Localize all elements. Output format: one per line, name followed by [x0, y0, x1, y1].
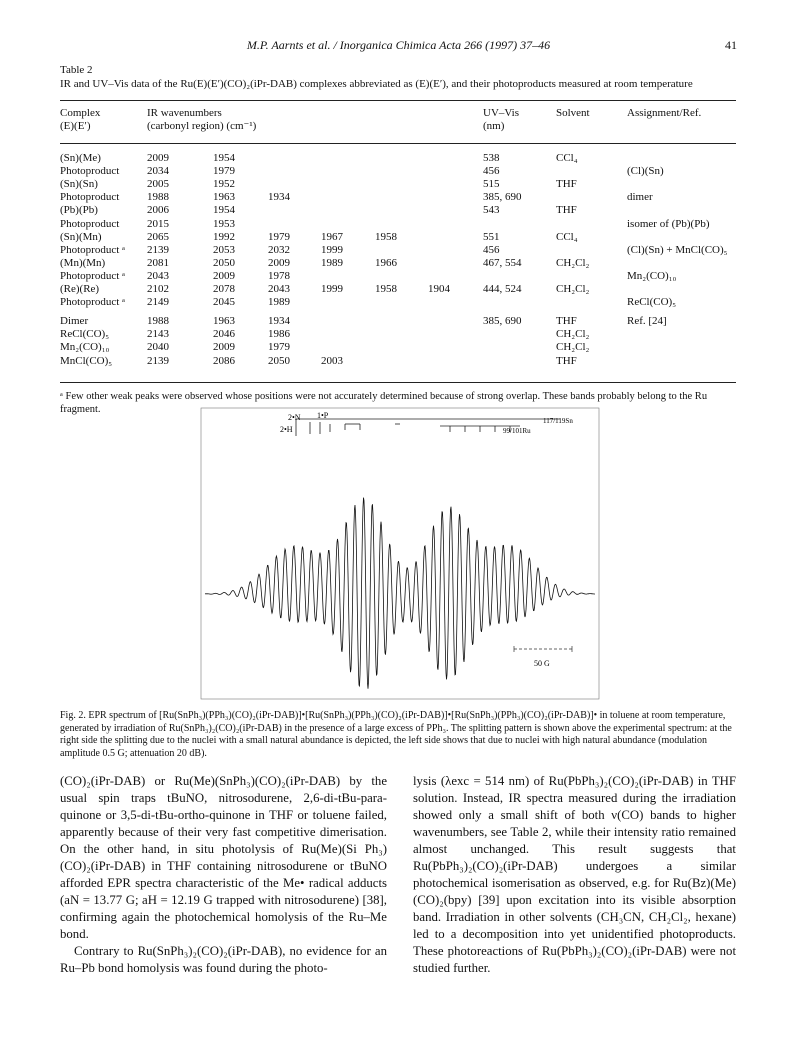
- table-cell: 2065: [147, 230, 169, 243]
- col-uv-header: UV–Vis (nm): [483, 107, 520, 132]
- table-cell: CH₂Cl₂: [556, 256, 590, 269]
- table-header-rule: [60, 143, 736, 144]
- table-cell: 2009: [213, 341, 235, 354]
- table-cell: 1967: [321, 230, 343, 243]
- table-cell: Photoproduct ᵃ: [60, 269, 126, 282]
- table-cell: Ref. [24]: [627, 315, 667, 328]
- col-solvent-header: Solvent: [556, 107, 590, 119]
- col-assignment-header: Assignment/Ref.: [627, 107, 702, 119]
- table-cell: CCl₄: [556, 230, 578, 243]
- table-cell: (Sn)(Me): [60, 152, 101, 164]
- table-cell: (Re)(Re): [60, 283, 100, 295]
- table-cell: 1954: [213, 152, 235, 164]
- table-cell: ReCl(CO)₅: [627, 296, 677, 309]
- table-cell: 2032: [268, 243, 290, 256]
- table-cell: 551: [483, 230, 500, 243]
- body-right-column: lysis (λexc = 514 nm) of Ru(PbPh₃)₂(CO)₂(iPr-DAB) in THF solution. Instead, IR spectra measured during the irradiation showed only a small shift of both ν(CO) bands to higher wavenumbers, see Table 2, while their intensity ratio remained almost unchanged. This result suggests that Ru(PbPh₃)₂(CO)₂(iPr-DAB) undergoes a similar photochemical isomerisation as observed, e.g. for Ru(Bz)(Me)(CO)₂(bpy) [39] upon excitation into its visible absorption band. Irradiation in other solvents (CH₃CN, CH₂Cl₂, hexane) led to a decomposition into yet unidentified photoproducts. These photoreactions of Ru(PbPh₃)₂(CO)₂(iPr-DAB) were not studied further.: [413, 774, 736, 975]
- table-cell: 2015: [147, 217, 169, 230]
- table-cell: THF: [556, 204, 577, 217]
- table-cell: 2005: [147, 178, 169, 191]
- table-cell: (Pb)(Pb): [60, 204, 98, 217]
- table-cell: Dimer: [60, 315, 89, 328]
- label-sn: 117/119Sn: [543, 417, 573, 425]
- table-cell: 2139: [147, 354, 169, 367]
- table-cell: Photoproduct ᵃ: [60, 296, 126, 309]
- table-cell: 1999: [321, 283, 343, 295]
- table-cell: (Sn)(Sn): [60, 178, 98, 191]
- table-cell: 1963: [213, 191, 235, 204]
- table-cell: 543: [483, 204, 500, 217]
- table-cell: (Mn)(Mn): [60, 256, 106, 269]
- table-cell: Photoproduct: [60, 217, 120, 230]
- table-cell: 538: [483, 152, 500, 164]
- table-cell: 1988: [147, 315, 169, 328]
- table-cell: 1934: [268, 315, 290, 328]
- table-cell: 467, 554: [483, 256, 522, 269]
- table-cell: 1989: [268, 296, 290, 309]
- table-top-rule: [60, 100, 736, 101]
- table-cell: CH₂Cl₂: [556, 283, 590, 295]
- table-cell: 1992: [213, 230, 235, 243]
- table-label: Table 2: [60, 64, 93, 76]
- table-cell: 385, 690: [483, 191, 522, 204]
- table-cell: Photoproduct: [60, 191, 120, 204]
- table-cell: CH₂Cl₂: [556, 328, 590, 341]
- table-cell: 456: [483, 243, 500, 256]
- label-p: 1•P: [317, 411, 329, 420]
- table-cell: THF: [556, 178, 577, 191]
- col-ir-header: IR wavenumbers (carbonyl region) (cm⁻¹): [147, 107, 257, 132]
- table-cell: Mn₂(CO)₁₀: [60, 341, 110, 354]
- table-cell: 2050: [213, 256, 235, 269]
- label-h: 2•H: [280, 425, 293, 434]
- table-cell: 1958: [375, 283, 397, 295]
- table-caption: IR and UV–Vis data of the Ru(E)(E′)(CO)₂(iPr-DAB) complexes abbreviated as (E)(E′), and their photoproducts measured at room temperature: [60, 78, 693, 90]
- table-cell: 2034: [147, 165, 169, 178]
- table-cell: 1979: [268, 230, 290, 243]
- table-cell: 2102: [147, 283, 169, 295]
- table-cell: 2006: [147, 204, 169, 217]
- table-cell: 444, 524: [483, 283, 522, 295]
- table-cell: THF: [556, 315, 577, 328]
- table-cell: 1988: [147, 191, 169, 204]
- table-cell: 2143: [147, 328, 169, 341]
- table-cell: 2139: [147, 243, 169, 256]
- table-cell: Photoproduct ᵃ: [60, 243, 126, 256]
- scale-label: 50 G: [534, 659, 550, 668]
- table-cell: (Cl)(Sn) + MnCl(CO)₅: [627, 243, 728, 256]
- table-cell: 2043: [268, 283, 290, 295]
- page-number: 41: [725, 38, 737, 52]
- running-header: M.P. Aarnts et al. / Inorganica Chimica Acta 266 (1997) 37–46: [246, 38, 551, 52]
- body-left-column: (CO)₂(iPr-DAB) or Ru(Me)(SnPh₃)(CO)₂(iPr-DAB) by the usual spin traps tBuNO, nitrosodurene, 2,6-di-tBu-para-quinone or 3,5-di-tBu-ortho-quinone in THF or toluene failed, apparently because of their very fast competitive dimerisation. On the other hand, in situ photolysis of Ru(Me)(Si Ph₃)(CO)₂(iPr-DAB) in THF containing nitrosodurene or tBuNO afforded EPR spectra characteristic of the Me• radical adducts (aN = 13.77 G; aH = 12.19 G trapped with nitrosodurene) [38], confirming again the photochemical homolysis of the Ru–Me bond. Contrary to Ru(SnPh₃)₂(CO)₂(iPr-DAB), no evidence for an Ru–Pb bond homolysis was found during the photo-: [60, 774, 387, 975]
- table-cell: 1979: [268, 341, 290, 354]
- table-cell: 2081: [147, 256, 169, 269]
- table-cell: 2043: [147, 269, 169, 282]
- table-cell: 2046: [213, 328, 235, 341]
- table-cell: 2053: [213, 243, 235, 256]
- label-ru: 99/101Ru: [503, 427, 531, 435]
- table-cell: Mn₂(CO)₁₀: [627, 269, 677, 282]
- table-cell: CCl₄: [556, 152, 578, 164]
- col-complex-header: Complex (E)(E′): [60, 107, 101, 132]
- table-cell: 2078: [213, 283, 235, 295]
- table-cell: 2045: [213, 296, 235, 309]
- table-cell: 1999: [321, 243, 343, 256]
- label-n: 2•N: [288, 413, 301, 422]
- table-cell: 1904: [428, 283, 450, 295]
- table-cell: Photoproduct: [60, 165, 120, 178]
- table-cell: 1954: [213, 204, 235, 217]
- table-cell: 2009: [213, 269, 235, 282]
- table-cell: 1978: [268, 269, 290, 282]
- table-cell: 2086: [213, 354, 235, 367]
- table-cell: 2003: [321, 354, 343, 367]
- table-cell: isomer of (Pb)(Pb): [627, 217, 710, 230]
- table-cell: 2050: [268, 354, 290, 367]
- figure-caption: Fig. 2. EPR spectrum of [Ru(SnPh₃)(PPh₃)(CO)₂(iPr-DAB)]•[Ru(SnPh₃)(PPh₃)(CO)₂(iPr-DAB)]•[Ru(SnPh₃)(PPh₃)(CO)₂(iPr-DAB)]• in toluene at room temperature, generated by irradiation of Ru(SnPh₃)₂(CO)₂(iPr-DAB) in the presence of a large excess of PPh₃. The splitting pattern is shown above the experimental spectrum: at the right side the splitting due to the nuclei with a small natural abundance is depicted, the left side shows that due to nuclei with high natural abundance (modulation amplitude 0.5 G; attenuation 20 dB).: [60, 710, 732, 759]
- table-cell: CH₂Cl₂: [556, 341, 590, 354]
- table-cell: 1953: [213, 217, 235, 230]
- table-cell: 1986: [268, 328, 290, 341]
- table-cell: 515: [483, 178, 500, 191]
- table-cell: dimer: [627, 191, 653, 204]
- table-cell: 1979: [213, 165, 235, 178]
- table-cell: 2040: [147, 341, 169, 354]
- epr-spectrum-figure: [200, 406, 600, 701]
- table-cell: 456: [483, 165, 500, 178]
- table-cell: 1958: [375, 230, 397, 243]
- table-cell: (Sn)(Mn): [60, 230, 102, 243]
- table-cell: 1989: [321, 256, 343, 269]
- table-cell: 2009: [147, 152, 169, 164]
- table-footnote: ᵃ Few other weak peaks were observed whose positions were not accurately determined because of strong overlap. These bands probably belong to the Ru fragment.: [60, 391, 708, 415]
- table-cell: 1952: [213, 178, 235, 191]
- table-cell: 1966: [375, 256, 397, 269]
- table-bottom-rule: [60, 382, 736, 383]
- table-cell: 385, 690: [483, 315, 522, 328]
- table-cell: 2009: [268, 256, 290, 269]
- table-cell: 1934: [268, 191, 290, 204]
- table-cell: 2149: [147, 296, 169, 309]
- table-cell: THF: [556, 354, 577, 367]
- table-cell: (Cl)(Sn): [627, 165, 664, 178]
- table-cell: ReCl(CO)₅: [60, 328, 110, 341]
- table-cell: 1963: [213, 315, 235, 328]
- table-cell: MnCl(CO)₅: [60, 354, 113, 367]
